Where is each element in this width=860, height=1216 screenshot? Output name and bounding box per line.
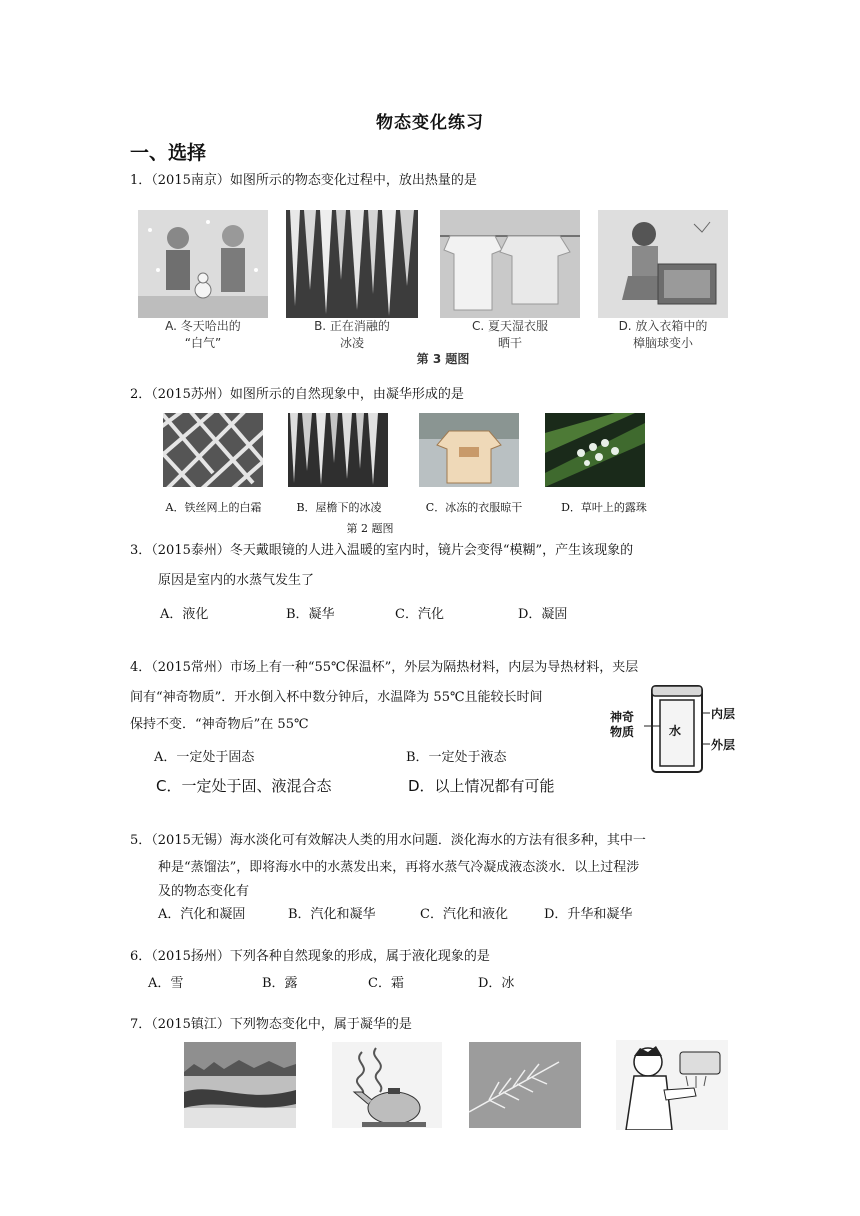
dew-leaf-image — [545, 413, 645, 487]
q1-caption-a — [138, 318, 268, 352]
q2-caption-a: A．铁丝网上的白霜 — [165, 501, 262, 514]
question-4-line1: 4．（2015常州）市场上有一种“55℃保温杯”，外层为隔热材料，内层为导热材料，夹层 — [130, 660, 639, 675]
q6-option-c: C．霜 — [368, 976, 404, 991]
mothball-suitcase-image — [598, 210, 728, 318]
icicles-eaves-image — [288, 413, 388, 487]
q6-option-b: B．露 — [262, 976, 298, 991]
q1-caption-d — [598, 318, 728, 352]
q2-figure-label: 第 2 题图 — [346, 522, 394, 535]
question-2-text: 2．（2015苏州）如图所示的自然现象中，由凝华形成的是 — [130, 387, 464, 402]
question-5-line3: 及的物态变化有 — [158, 884, 250, 899]
boiling-kettle-image — [332, 1042, 442, 1128]
question-3-line2: 原因是室内的水蒸气发生了 — [158, 573, 315, 588]
inner-layer-label: 内层 — [711, 707, 736, 721]
frozen-clothes-image — [419, 413, 519, 487]
water-label: 水 — [669, 724, 682, 738]
q5-option-d: D．升华和凝华 — [544, 907, 633, 922]
q4-option-d: D．以上情况都有可能 — [408, 777, 555, 795]
frosty-pine-image — [469, 1042, 581, 1128]
drying-clothes-image — [440, 210, 580, 318]
question-4-line3: 保持不变．“神奇物后”在 55℃ — [130, 717, 309, 732]
melting-icicles-image — [286, 210, 418, 318]
q1-caption-c — [440, 318, 580, 352]
question-3-line1: 3．（2015泰州）冬天戴眼镜的人进入温暖的室内时，镜片会变得“模糊”，产生该现象的 — [130, 543, 634, 558]
outer-layer-label: 外层 — [711, 738, 736, 752]
q5-option-b: B．汽化和凝华 — [288, 907, 376, 922]
q1-caption-d-line2: 樟脑球变小 — [632, 336, 693, 350]
question-7-text: 7．（2015镇江）下列物态变化中，属于凝华的是 — [130, 1017, 412, 1032]
magic-substance-label — [610, 710, 634, 740]
question-1-figure — [138, 208, 733, 368]
q3-option-c: C．汽化 — [395, 607, 444, 622]
question-1-text: 1．（2015南京）如图所示的物态变化过程中，放出热量的是 — [130, 173, 477, 188]
question-6-text: 6．（2015扬州）下列各种自然现象的形成，属于液化现象的是 — [130, 949, 490, 964]
page-title: 物态变化练习 — [376, 113, 484, 133]
question-5-line1: 5．（2015无锡）海水淡化可有效解决人类的用水问题．淡化海水的方法有很多种，其中一 — [130, 833, 646, 848]
question-5-line2: 种是“蒸馏法”，即将海水中的水蒸发出来，再将水蒸气冷凝成液态淡水．以上过程涉 — [158, 860, 640, 875]
q1-caption-c-line1: C. 夏天湿衣服 — [471, 319, 548, 333]
q6-option-d: D．冰 — [478, 976, 515, 991]
q1-caption-a-line2: “白气” — [184, 336, 222, 350]
thermos-cup-diagram — [610, 684, 745, 776]
q5-option-a: A．汽化和凝固 — [158, 907, 246, 922]
q5-option-c: C．汽化和液化 — [420, 907, 508, 922]
q1-caption-c-line2: 晒干 — [497, 336, 522, 350]
magic-substance-label-line1: 神奇 — [610, 710, 635, 724]
winter-breath-image — [138, 210, 268, 318]
q6-option-a: A．雪 — [148, 976, 184, 991]
q1-caption-d-line1: D. 放入衣箱中的 — [618, 319, 708, 333]
q2-caption-d: D．草叶上的露珠 — [561, 501, 647, 514]
q1-caption-b-line1: B. 正在消融的 — [314, 319, 390, 333]
q2-caption-c: C．冰冻的衣服晾干 — [425, 501, 523, 514]
question-4-line2: 间有“神奇物质”．开水倒入杯中数分钟后，水温降为 55℃且能较长时间 — [130, 690, 543, 705]
q1-caption-a-line1: A. 冬天哈出的 — [165, 319, 241, 333]
q3-option-d: D．凝固 — [518, 607, 568, 622]
snowy-river-image — [184, 1042, 296, 1128]
q4-option-b: B．一定处于液态 — [406, 750, 507, 765]
section-heading: 一、选择 — [130, 142, 207, 164]
frost-wire-image — [163, 413, 263, 487]
q4-option-a: A．一定处于固态 — [154, 750, 255, 765]
q4-option-c: C．一定处于固、液混合态 — [156, 777, 332, 795]
q1-figure-label: 第 3 题图 — [416, 352, 470, 366]
q3-option-a: A．液化 — [160, 607, 209, 622]
hand-dryer-image — [616, 1040, 728, 1130]
magic-substance-label-line2: 物质 — [610, 725, 635, 739]
q3-option-b: B．凝华 — [286, 607, 335, 622]
q2-caption-b: B．屋檐下的冰凌 — [296, 501, 382, 514]
q1-caption-b-line2: 冰凌 — [339, 336, 364, 350]
q1-caption-b — [286, 318, 418, 352]
